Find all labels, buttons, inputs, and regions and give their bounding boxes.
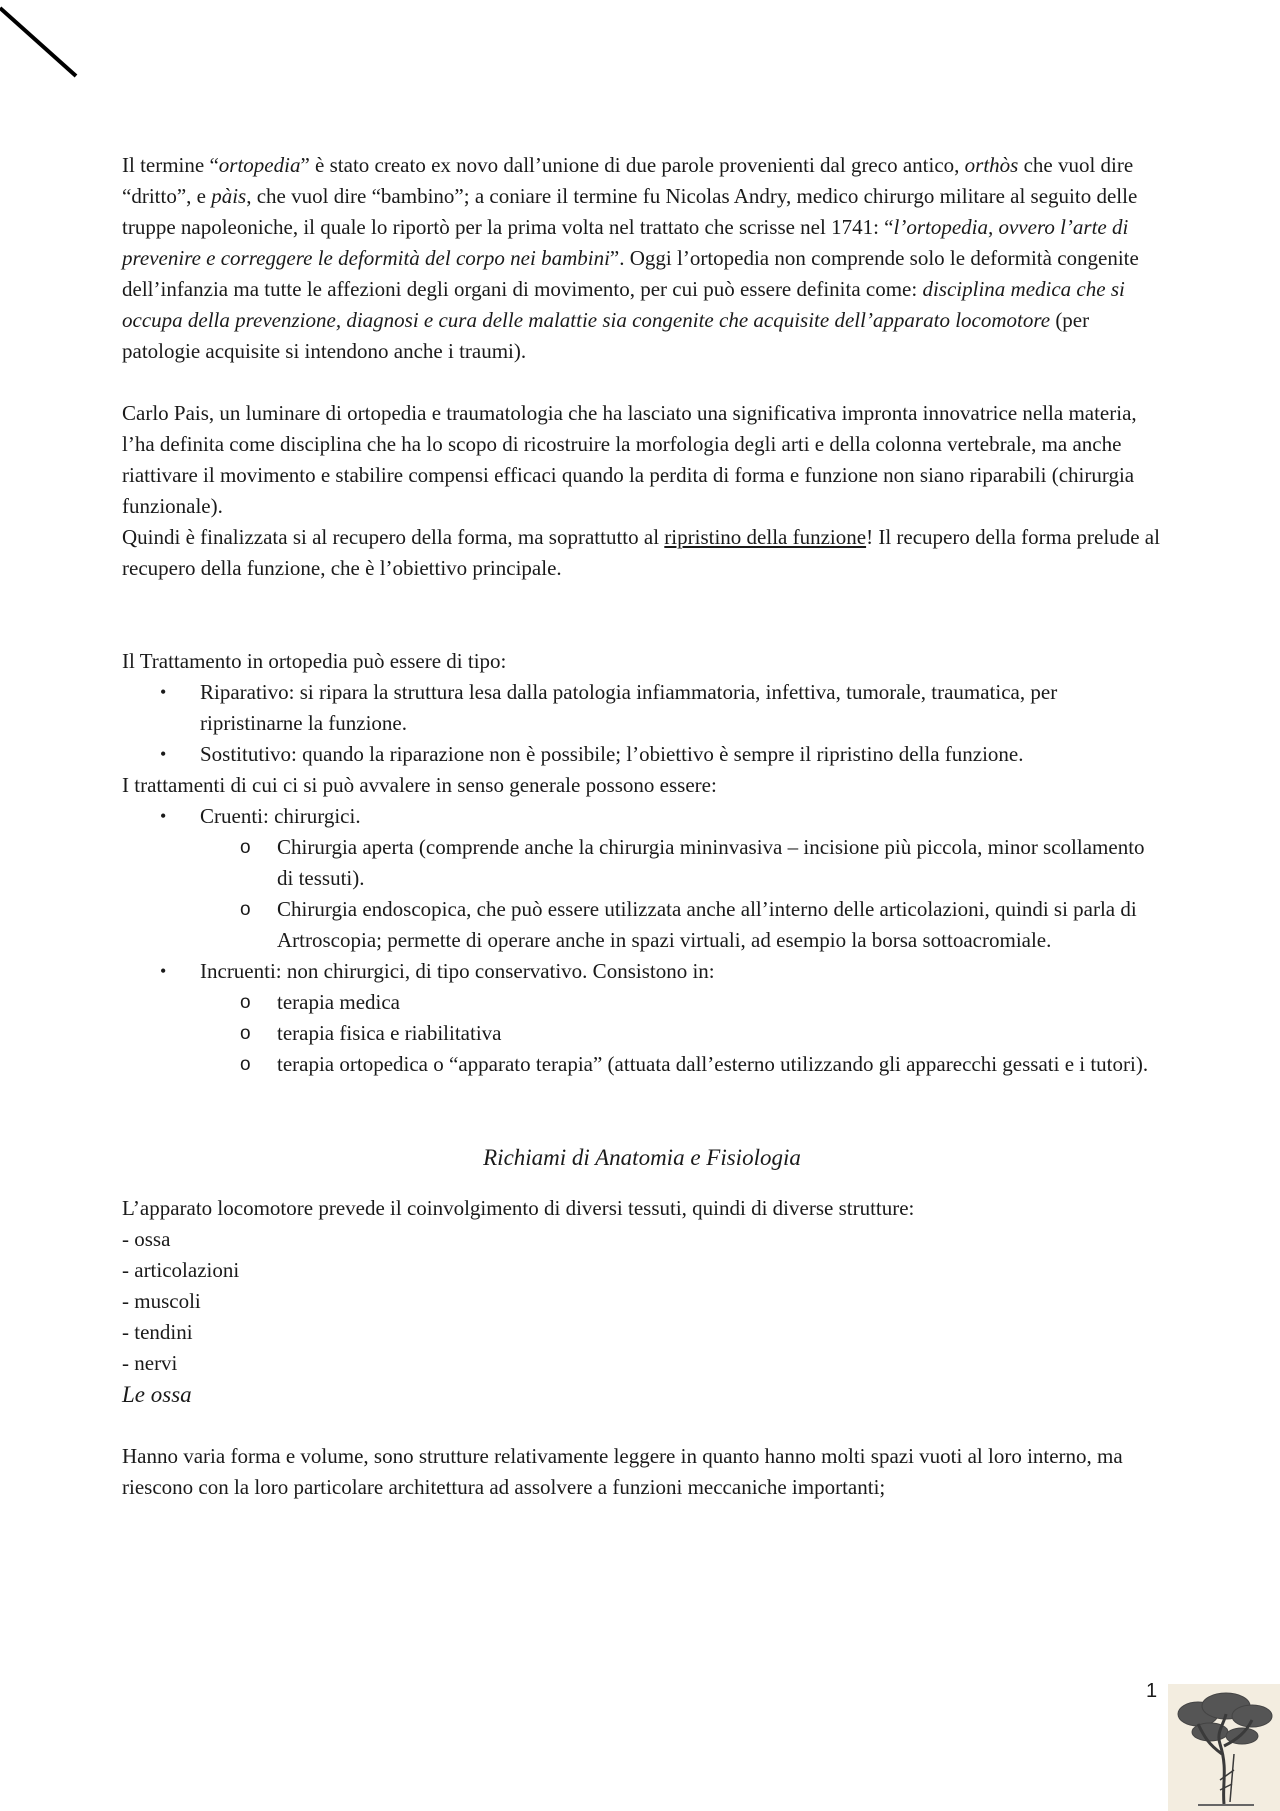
page-number: 1	[1146, 1680, 1158, 1702]
term-ortopedia: ortopedia	[218, 153, 301, 177]
intro-paragraph: Il termine “ortopedia” è stato creato ex novo dall’unione di due parole provenienti dal greco antico, orthòs che vuol dire “dritto”, e pàis, che vuol dire “bambino”; a coniare il termine fu Nicolas Andry, medico chirurgo militare al seguito delle truppe napoleoniche, il quale lo riportò per la prima volta nel trattato che scrisse nel 1741: “l’ortopedia, ovvero l’arte di prevenire e correggere le deformità del corpo nei bambini”. Oggi l’ortopedia non comprende solo le deformità congenite dell’infanzia ma tutte le affezioni degli organi di movimento, per cui può essere definita come: disciplina medica che si occupa della prevenzione, diagnosi e cura delle malattie sia congenite che acquisite dell’apparato locomotore (per patologie acquisite si intendono anche i traumi).	[122, 153, 1139, 363]
structure-item: - nervi	[122, 1351, 178, 1375]
bullet-icon: •	[160, 744, 167, 764]
structure-item: - tendini	[122, 1320, 193, 1344]
bones-heading: Le ossa	[122, 1382, 192, 1407]
bullet-icon: •	[160, 806, 167, 826]
tree-logo-icon	[1168, 1684, 1280, 1811]
circle-bullet-icon: o	[240, 899, 251, 920]
pais-paragraph: Carlo Pais, un luminare di ortopedia e traumatologia che ha lasciato una significativa impronta innovatrice nella materia, l’ha definita come disciplina che ha lo scopo di ricostruire la morfologia degli arti e della colonna vertebrale, ma anche riattivare il movimento e stabilire compensi efficaci quando la perdita di forma e funzione non siano riparabili (chirurgia funzionale).	[122, 401, 1137, 518]
circle-bullet-icon: o	[240, 992, 251, 1013]
cruenti-sublist	[200, 832, 1162, 956]
term-orthos: orthòs	[964, 153, 1019, 177]
incruenti-sublist	[200, 987, 1162, 1080]
circle-bullet-icon: o	[240, 837, 251, 858]
bones-paragraph: Hanno varia forma e volume, sono strutture relativamente leggere in quanto hanno molti spazi vuoti al loro interno, ma riescono con la loro particolare architettura ad assolvere a funzioni meccaniche importanti;	[122, 1444, 1123, 1499]
treatment-types-list	[122, 677, 1162, 770]
underlined-phrase: ripristino della funzione	[664, 525, 867, 549]
list-item-incruenti: • Incruenti: non chirurgici, di tipo conservativo. Consistono in: o terapia medica o terapia fisica e riabilitativa o terapia ortopedica o “apparato terapia” (attuata dall’esterno utilizzando gli apparecchi gessati e i tutori).	[122, 956, 1162, 1080]
circle-bullet-icon: o	[240, 1054, 251, 1075]
sub-list-item: o terapia ortopedica o “apparato terapia” (attuata dall’esterno utilizzando gli apparecchi gessati e i tutori).	[122, 1049, 1162, 1080]
structure-item: - muscoli	[122, 1289, 201, 1313]
section-title: Richiami di Anatomia e Fisiologia	[483, 1145, 801, 1170]
treatise-title: l’ortopedia, ovvero l’arte di prevenire e correggere le deformità del corpo nei bambini	[122, 215, 1129, 270]
sub-list-item: o Chirurgia aperta (comprende anche la chirurgia mininvasiva – incisione più piccola, minor scollamento di tessuti).	[122, 832, 1162, 894]
purpose-paragraph: Quindi è finalizzata si al recupero della forma, ma soprattutto al ripristino della funzione! Il recupero della forma prelude al recupero della funzione, che è l’obiettivo principale.	[122, 525, 1160, 580]
document-body	[122, 150, 1162, 1503]
treatments-intro: I trattamenti di cui ci si può avvalere in senso generale possono essere:	[122, 773, 717, 797]
list-item: • Riparativo: si ripara la struttura lesa dalla patologia infiammatoria, infettiva, tumorale, traumatica, per ripristinarne la funzione.	[122, 677, 1162, 739]
structure-item: - ossa	[122, 1227, 171, 1251]
bullet-icon: •	[160, 961, 167, 981]
treatments-list	[122, 801, 1162, 1080]
sub-list-item: o terapia medica	[122, 987, 1162, 1018]
list-item: • Sostitutivo: quando la riparazione non è possibile; l’obiettivo è sempre il ripristino della funzione.	[122, 739, 1162, 770]
sub-list-item: o Chirurgia endoscopica, che può essere utilizzata anche all’interno delle articolazioni, quindi si parla di Artroscopia; permette di operare anche in spazi virtuali, ad esempio la borsa sottoacromiale.	[122, 894, 1162, 956]
bullet-icon: •	[160, 682, 167, 702]
treatment-intro: Il Trattamento in ortopedia può essere di tipo:	[122, 649, 507, 673]
definition-text: disciplina medica che si occupa della prevenzione, diagnosi e cura delle malattie sia congenite che acquisite dell’apparato locomotore	[122, 277, 1125, 332]
term-pais: pàis	[211, 184, 247, 208]
locomotor-intro: L’apparato locomotore prevede il coinvolgimento di diversi tessuti, quindi di diverse strutture:	[122, 1196, 915, 1220]
corner-diagonal-line	[0, 0, 80, 80]
circle-bullet-icon: o	[240, 1023, 251, 1044]
structure-item: - articolazioni	[122, 1258, 240, 1282]
list-item-cruenti: • Cruenti: chirurgici. o Chirurgia aperta (comprende anche la chirurgia mininvasiva – incisione più piccola, minor scollamento di tessuti). o Chirurgia endoscopica, che può essere utilizzata anche all’interno delle articolazioni, quindi si parla di Artroscopia; permette di operare anche in spazi virtuali, ad esempio la borsa sottoacromiale.	[122, 801, 1162, 956]
sub-list-item: o terapia fisica e riabilitativa	[122, 1018, 1162, 1049]
